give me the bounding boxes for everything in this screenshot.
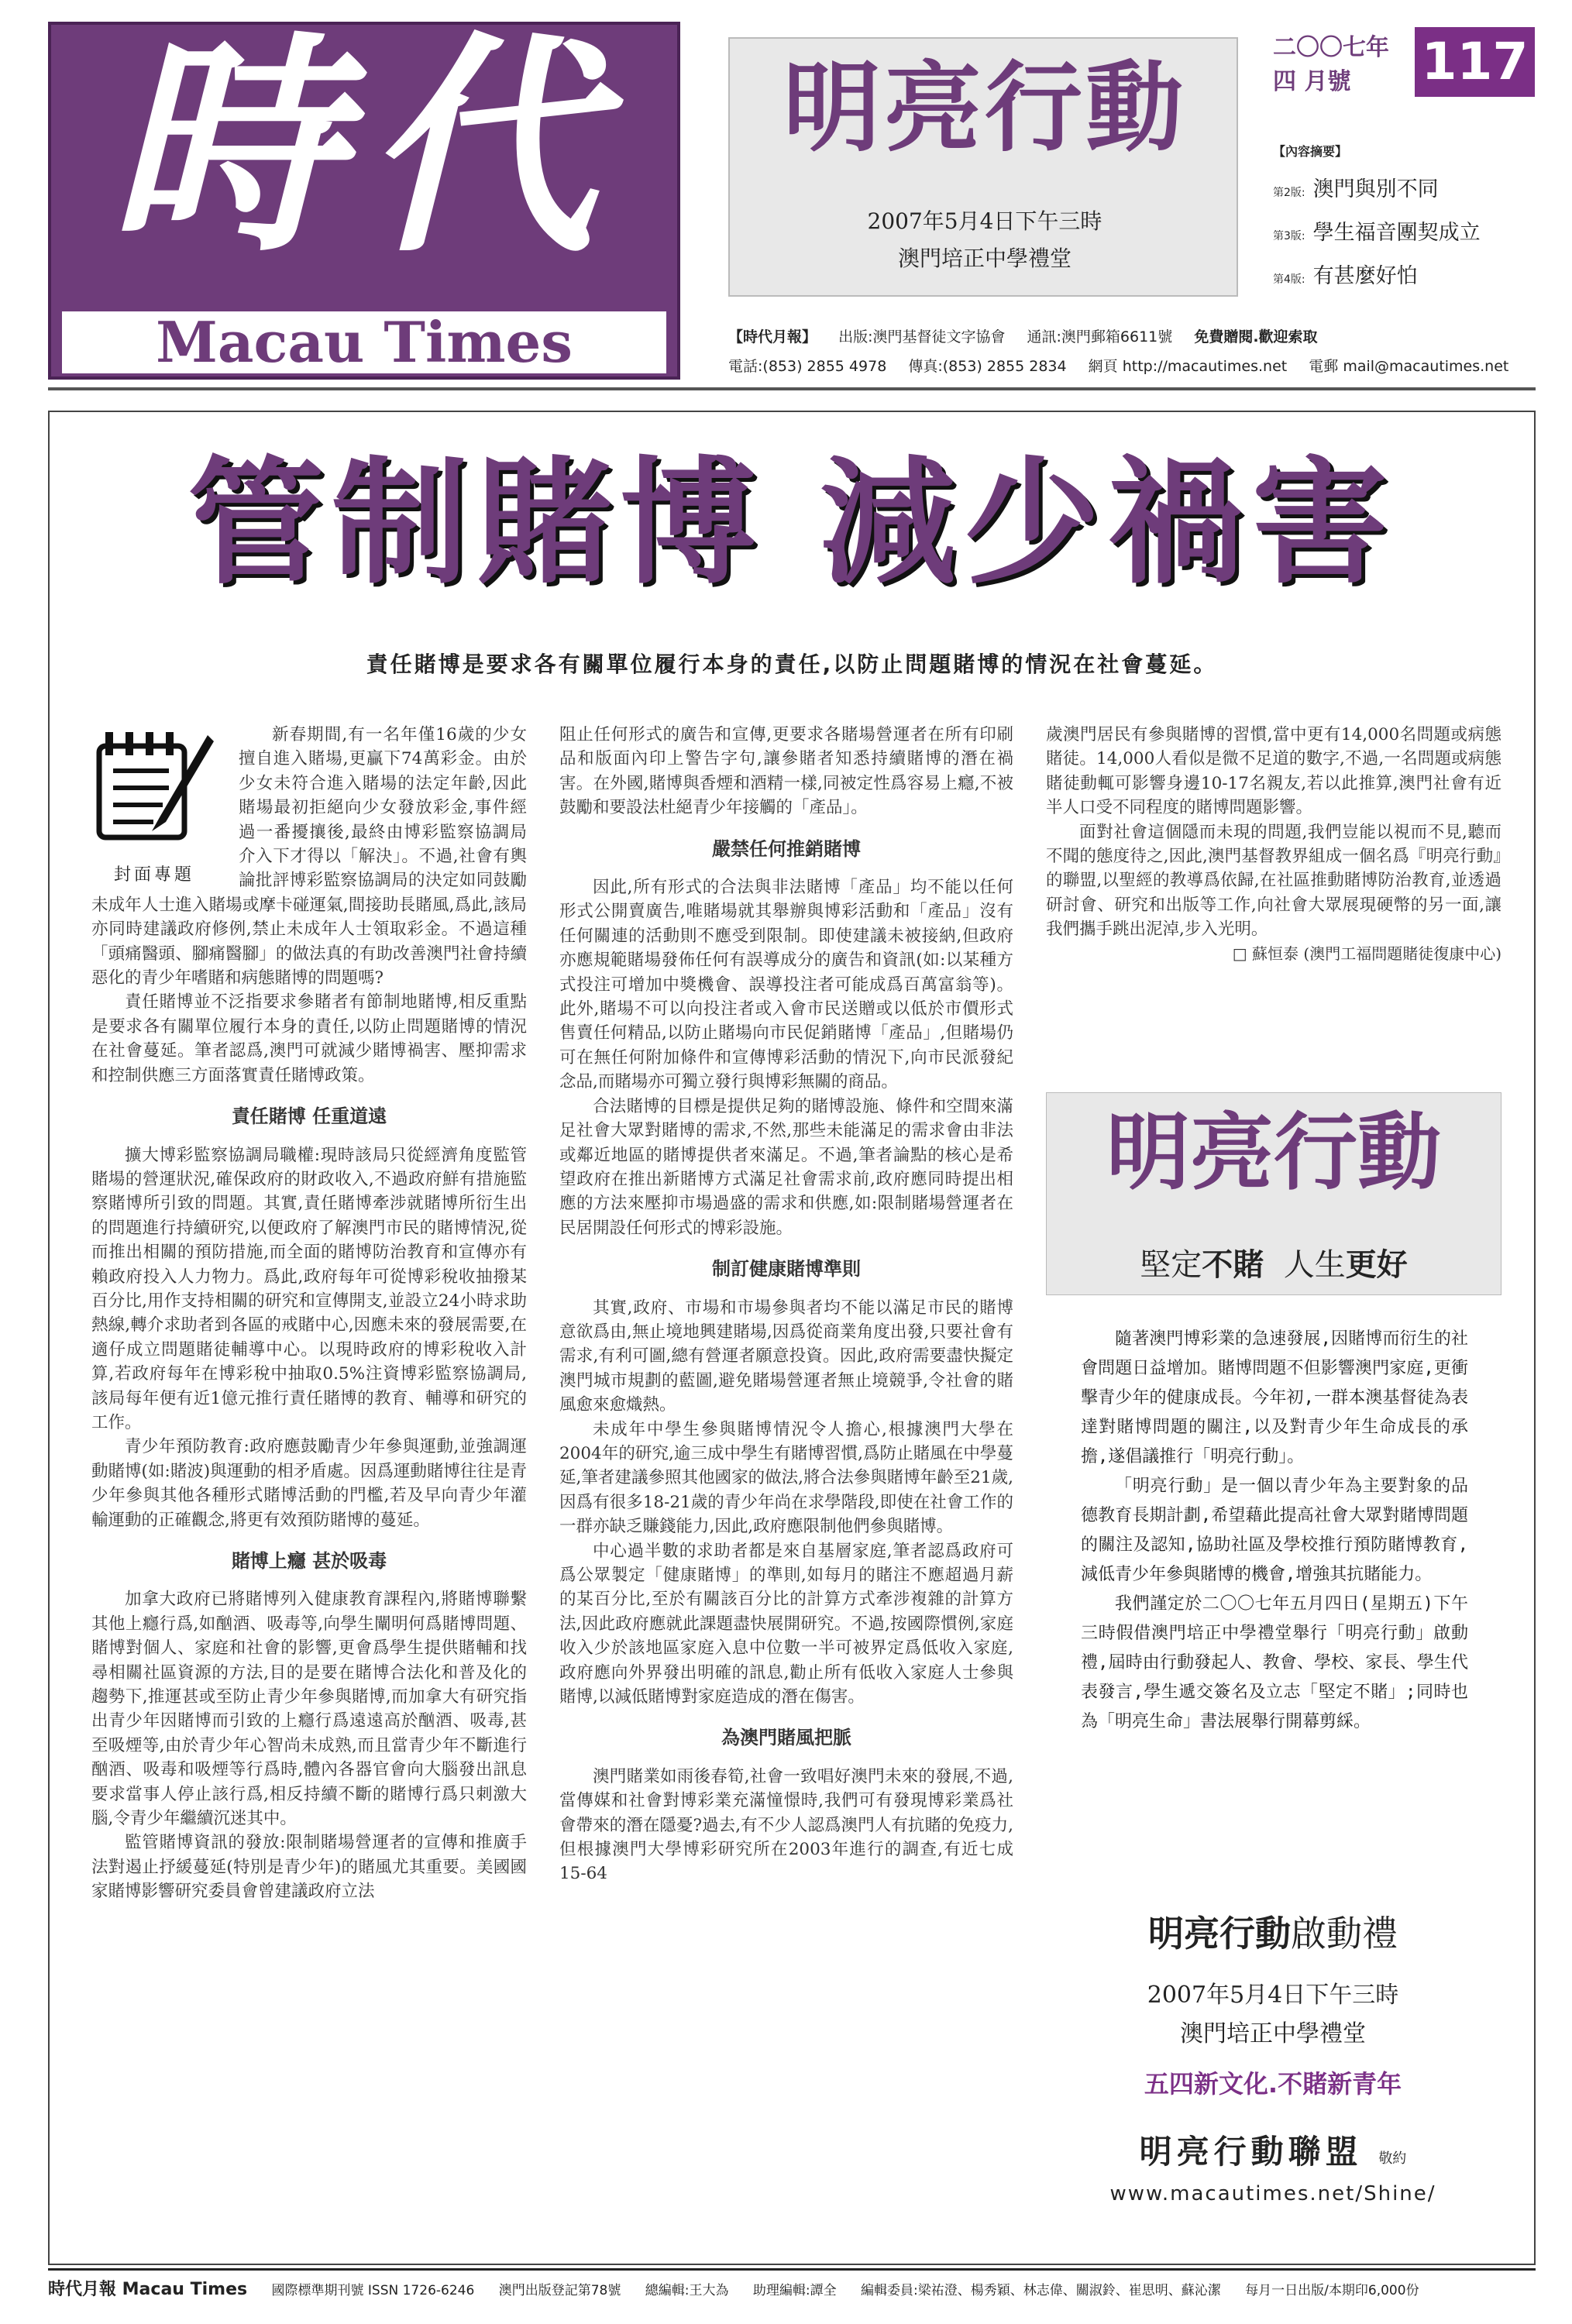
cover-story-label: 封面專題 — [113, 865, 194, 885]
article-column-2 — [559, 723, 1013, 1886]
footer-rule — [48, 2268, 1536, 2271]
paragraph: 監管賭博資訊的發放:限制賭場營運者的宣傳和推廣手法對遏止抒緩蔓延(特別是青少年)的賭風尤其重要。美國國家賭博影響研究委員會曾建議政府立法 — [91, 1833, 527, 1902]
paragraph: 澳門賭業如雨後春筍,社會一致唱好澳門未來的發展,不過,當傳媒和社會對博彩業充滿憧憬時,我們可有發現博彩業爲社會帶來的潛在隱憂?過去,有不少人認爲澳門人有抗賭的免疫力,但根據澳門大學博彩研究所在2003年進行的調查,有近七成15-64 — [559, 1766, 1013, 1884]
paragraph: 其實,政府、市場和市場參與者均不能以滿足市民的賭博意欲爲由,無止境地興建賭場,因爲從商業角度出發,只要社會有需求,有利可圖,總有營運者願意投資。因此,政府需要盡快擬定澳門城市規劃的藍圖,避免賭場營運者無止境競爭,令社會的賭風愈來愈熾熱。 — [559, 1298, 1013, 1415]
toc-page: 第3版: — [1273, 230, 1305, 242]
footer-brand: 時代月報 Macau Times — [48, 2280, 248, 2299]
footer-issn: 國際標準期刊號 ISSN 1726-6246 — [271, 2283, 475, 2298]
article-column-3 — [1046, 723, 1501, 966]
masthead-title-zh: 時代 — [108, 13, 620, 284]
masthead — [48, 13, 680, 380]
launch-ceremony-title — [1046, 1906, 1500, 1957]
footer-board: 編輯委員:梁祐澄、楊秀穎、林志偉、關淑鈴、崔思明、蘇沁潔 — [861, 2283, 1221, 2298]
masthead-title-en: Macau Times — [156, 309, 573, 375]
paragraph: 擴大博彩監察協調局職權:現時該局只從經濟角度監管賭場的營運狀況,確保政府的財政收入,不過政府鮮有措施監察賭博所引致的問題。其實,責任賭博牽涉就賭博所衍生出的問題進行持續研究,以便政府了解澳門市民的賭博情況,從而推出相關的預防措施,而全面的賭博防治教育和宣傳亦有賴政府投入人力物力。爲此,政府每年可從博彩稅收抽撥某百分比,用作支持相關的研究和宣傳開支,並設立24小時求助熱線,轉介求助者到各區的戒賭中心,因應未來的發展需要,在適仔成立問題賭徒輔導中心。以現時政府的博彩稅收入計算,若政府每年在博彩稅中抽取0.5%注資博彩監察協調局,該局每年便有近1億元推行責任賭博的教育、輔導和研究的工作。 — [91, 1145, 527, 1432]
paragraph: 新春期間,有一名年僅16歲的少女擅自進入賭場,更贏下74萬彩金。由於少女未符合進入賭場的法定年齡,因此賭場最初拒絕向少女發放彩金,事件經過一番擾攘後,最終由博彩監察協調局介入下才得以「解決」。不過,社會有輿論批評博彩監察協調局的決定如同鼓勵未成年人士進入賭場或摩卡碰運氣,間接助長賭風,爲此,該局亦同時建議政府修例,禁止未成年人士領取彩金。不過這種「頭痛醫頭、腳痛醫腳」的做法真的有助改善澳門社會持續惡化的青少年嗜賭和病態賭博的問題嗎? — [91, 725, 527, 988]
campaign-slogan — [1047, 1240, 1501, 1284]
publisher-info — [728, 325, 1534, 346]
issue-date — [1273, 31, 1405, 99]
section-heading: 嚴禁任何推銷賭博 — [712, 837, 861, 860]
top-rule — [48, 387, 1536, 390]
paragraph: 「明亮行動」是一個以青少年為主要對象的品德教育長期計劃,希望藉此提高社會大眾對賭博問題的關注及認知,協助社區及學校推行預防賭博教育,減低青少年參與賭博的機會,增強其抗賭能力。 — [1081, 1477, 1468, 1584]
alliance-title: 明亮行動聯盟 — [1139, 2133, 1363, 2171]
paper-name: 【時代月報】 — [728, 328, 817, 346]
footer-assistant-editor: 助理編輯:譚全 — [752, 2283, 837, 2298]
section-heading: 制訂健康賭博準則 — [712, 1258, 861, 1281]
event-banner — [728, 37, 1238, 297]
section-heading: 責任賭博 任重道遠 — [231, 1105, 387, 1128]
paragraph: 中心過半數的求助者都是來自基層家庭,筆者認爲政府可爲公眾製定「健康賭博」的準則,如每月的賭注不應超過月薪的某百分比,至於有關該百分比的計算方式牽涉複雜的計算方法,因此政府應就此課題盡快展開研究。不過,按國際慣例,家庭收入少於該地區家庭入息中位數一半可被界定爲低收入家庭,政府應向外界發出明確的訊息,勸止所有低收入家庭人士參與賭博,以減低賭博對家庭造成的潛在傷害。 — [559, 1541, 1013, 1707]
article-column-1 — [91, 723, 527, 1904]
paragraph: 青少年預防教育:政府應鼓勵青少年參與運動,並強調運動賭博(如:賭波)與運動的相矛盾處。因爲運動賭博往往是青少年參與其他各種形式賭博活動的門檻,若及早向青少年灌輸運動的正確觀念,將更有效預防賭博的蔓延。 — [91, 1437, 527, 1530]
email-link[interactable]: 電郵 mail@macautimes.net — [1309, 358, 1509, 375]
paragraph: 阻止任何形式的廣告和宣傳,更要求各賭場營運者在所有印刷品和版面內印上警告字句,讓參賭者知悉持續賭博的潛在禍害。在外國,賭博與香煙和酒精一樣,同被定性爲容易上癮,不被鼓勵和要設法杜絕青少年接觸的「產品」。 — [559, 725, 1013, 818]
website-link[interactable]: 網頁 http://macautimes.net — [1088, 358, 1288, 375]
launch-date: 2007年5月4日下午三時 — [1147, 1982, 1399, 2009]
fax: 傳真:(853) 2855 2834 — [908, 358, 1067, 375]
footer — [48, 2276, 1536, 2300]
slogan-part: 堅定 — [1140, 1247, 1202, 1283]
mailbox: 通訊:澳門郵箱6611號 — [1027, 328, 1173, 346]
launch-title-a: 明亮行動 — [1148, 1913, 1291, 1954]
event-date: 2007年5月4日下午三時 — [867, 208, 1102, 234]
paragraph: 未成年中學生參與賭博情況令人擔心,根據澳門大學在2004年的研究,逾三成中學生有賭博習慣,爲防止賭風在中學蔓延,筆者建議參照其他國家的做法,將合法參與賭博年齡至21歲,因爲有很多18-21歲的青少年尚在求學階段,即使在社會工作的一群亦缺乏賺錢能力,因此,政府應限制他們參與賭博。 — [559, 1419, 1013, 1537]
contact-info — [728, 355, 1534, 376]
paragraph: 責任賭博並不泛指要求參賭者有節制地賭博,相反重點是要求各有關單位履行本身的責任,以防止問題賭博的情況在社會蔓延。筆者認爲,澳門可就減少賭博禍害、壓抑需求和控制供應三方面落實責任賭博政策。 — [91, 992, 527, 1085]
toc-heading: 【內容摘要】 — [1273, 144, 1348, 159]
author-byline: □ 蘇恒泰 (澳門工福問題賭徒復康中心) — [1232, 944, 1501, 963]
toc-page: 第4版: — [1273, 273, 1305, 286]
campaign-description — [1081, 1325, 1468, 1737]
headline: 管制賭博 減少禍害 — [187, 444, 1396, 603]
toc-title: 有甚麼好怕 — [1312, 264, 1418, 288]
launch-venue: 澳門培正中學禮堂 — [1180, 2020, 1366, 2047]
footer-registration: 澳門出版登記第78號 — [498, 2283, 621, 2298]
launch-slogan: 五四新文化.不賭新青年 — [1144, 2069, 1402, 2099]
issue-number: 117 — [1415, 27, 1535, 97]
masthead-en-box — [62, 311, 666, 373]
footer-editor: 總編輯:王大為 — [645, 2283, 729, 2298]
paragraph: 隨著澳門博彩業的急速發展,因賭博而衍生的社會問題日益增加。賭博問題不但影響澳門家庭,更衝擊青少年的健康成長。今年初,一群本澳基督徒為表達對賭博問題的關注,以及對青少年生命成長的承擔,遂倡議推行「明亮行動」。 — [1081, 1329, 1468, 1466]
alliance-name — [1046, 2126, 1500, 2173]
paragraph: 歲澳門居民有參與賭博的習慣,當中更有14,000名問題或病態賭徒。14,000人看似是微不足道的數字,不過,一名問題或病態賭徒動輒可影響身邊10-17名親友,若以此推算,澳門社會有近半人口受不同程度的賭博問題影響。 — [1046, 725, 1501, 818]
toc-item[interactable] — [1273, 172, 1439, 202]
paragraph: 我們謹定於二〇〇七年五月四日(星期五)下午三時假借澳門培正中學禮堂舉行「明亮行動」啟動禮,屆時由行動發起人、教會、學校、家長、學生代表發言,學生遞交簽名及立志「堅定不賭」;同時也為「明亮生命」書法展舉行開幕剪綵。 — [1081, 1594, 1468, 1731]
paragraph: 因此,所有形式的合法與非法賭博「產品」均不能以任何形式公開賣廣告,唯賭場就其舉辦與博彩活動和「產品」沒有任何關連的活動則不應受到限制。即使建議未被接納,但政府亦應規範賭場發佈任何有誤導成分的廣告和資訊(如:以某種方式投注可增加中獎機會、誤導投注者可能成爲百萬富翁等)。此外,賭場不可以向投注者或入會市民送贈或以低於市價形式售賣任何精品,以防止賭場向市民促銷賭博「產品」,但賭場仍可在無任何附加條件和宣傳博彩活動的情況下,向市民派發紀念品,而賭場亦可獨立發行與博彩無關的商品。 — [559, 878, 1013, 1092]
icon-float-spacer — [91, 723, 239, 884]
section-heading: 賭博上癮 甚於吸毒 — [231, 1550, 387, 1572]
issue-month: 四 月號 — [1273, 68, 1351, 95]
campaign-url-link[interactable]: www.macautimes.net/Shine/ — [1109, 2182, 1436, 2205]
toc-title: 澳門與別不同 — [1312, 177, 1439, 201]
event-venue: 澳門培正中學禮堂 — [897, 246, 1072, 271]
issue-year: 二〇〇七年 — [1273, 34, 1389, 61]
toc-title: 學生福音團契成立 — [1312, 221, 1481, 245]
section-heading: 為澳門賭風把脈 — [721, 1727, 851, 1749]
paragraph: 面對社會這個隱而未現的問題,我們豈能以視而不見,聽而不聞的態度待之,因此,澳門基督教界組成一個名爲『明亮行動』的聯盟,以聖經的教導爲依歸,在社區推動賭博防治教育,並透過研討會、研究和出版等工作,向社會大眾展現硬幣的另一面,讓我們攜手跳出泥淖,步入光明。 — [1046, 822, 1501, 940]
slogan-part: 更好 — [1345, 1247, 1408, 1283]
alliance-note: 敬約 — [1378, 2150, 1407, 2167]
slogan-part: 人生 — [1264, 1247, 1346, 1283]
launch-title-b: 啟動禮 — [1291, 1913, 1398, 1954]
paragraph: 合法賭博的目標是提供足夠的賭博設施、條件和空間來滿足社會大眾對賭博的需求,不然,那些未能滿足的需求會由非法或鄰近地區的賭博提供者來滿足。不過,筆者論點的核心是希望政府在推出新賭博方式滿足社會需求前,政府應同時提出相應的方法來壓抑市場過盛的需求和供應,如:限制賭場營運者在民居開設任何形式的博彩設施。 — [559, 1096, 1013, 1238]
toc-item[interactable] — [1273, 259, 1418, 289]
toc-item[interactable] — [1273, 215, 1481, 246]
paragraph: 加拿大政府已將賭博列入健康教育課程內,將賭博聯繫其他上癮行爲,如酗酒、吸毒等,向學生闡明何爲賭博問題、賭博對個人、家庭和社會的影響,更會爲學生提供賭輔和找尋相關社區資源的方法,目的是要在賭博合法化和普及化的趨勢下,推運甚或至防止青少年參與賭博,而加拿大有研究指出青少年因賭博而引致的上癮行爲遠遠高於酗酒、吸毒,甚至吸煙等,由於青少年心智尚未成熟,而且當青少年不斷進行酗酒、吸毒和吸煙等行爲時,體內各器官會向大腦發出訊息要求當事人停止該行爲,相反持續不斷的賭博行爲只刺激大腦,令青少年繼續沉迷其中。 — [91, 1590, 527, 1829]
subheadline: 責任賭博是要求各有關單位履行本身的責任,以防止問題賭博的情況在社會蔓延。 — [366, 651, 1218, 677]
phone: 電話:(853) 2855 4978 — [728, 358, 887, 375]
event-title: 明亮行動 — [783, 51, 1186, 165]
free-copy-note: 免費贈閱.歡迎索取 — [1194, 328, 1318, 346]
slogan-part: 不賭 — [1202, 1247, 1264, 1283]
campaign-title: 明亮行動 — [1106, 1105, 1441, 1202]
publisher: 出版:澳門基督徒文字協會 — [838, 328, 1006, 346]
campaign-banner — [1046, 1092, 1501, 1295]
toc-page: 第2版: — [1273, 187, 1305, 199]
footer-frequency: 每月一日出版/本期印6,000份 — [1245, 2283, 1419, 2298]
